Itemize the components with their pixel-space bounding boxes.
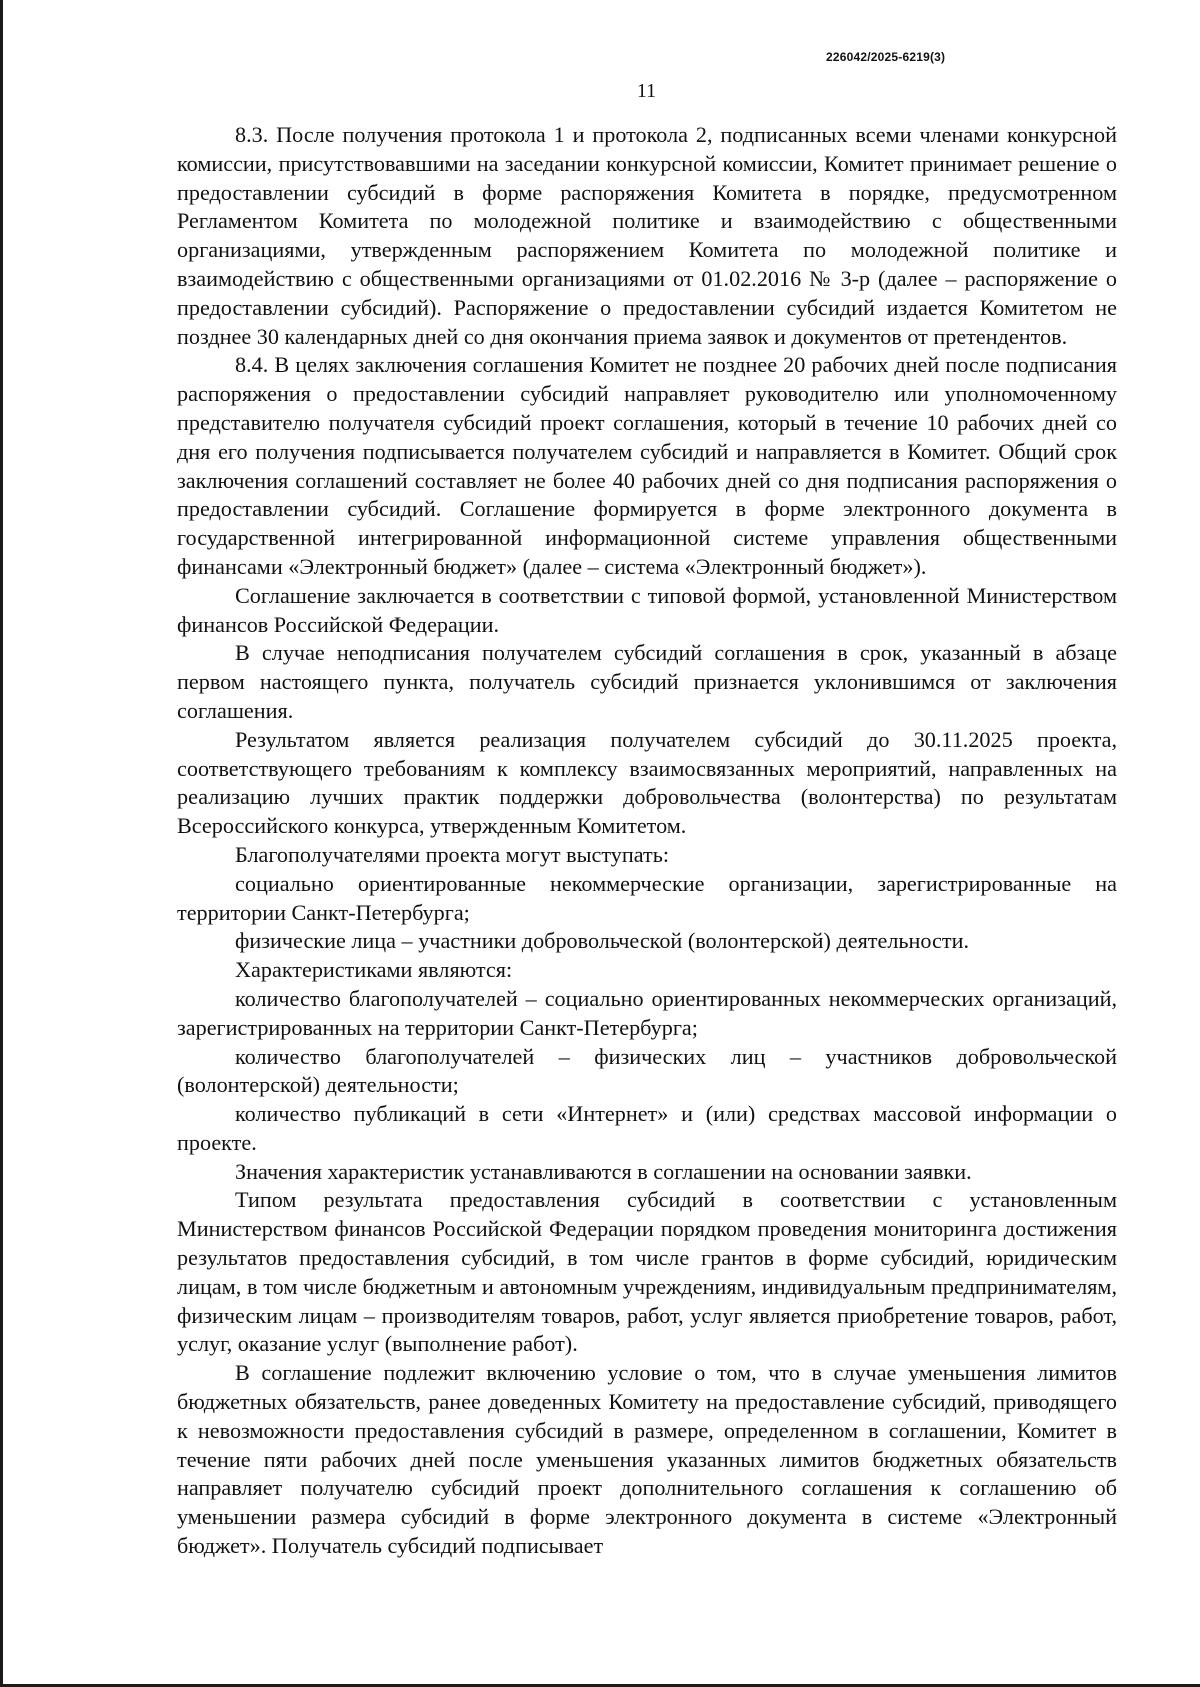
paragraph-8-3: 8.3. После получения протокола 1 и протокола 2, подписанных всеми членами конкурсной комиссии, присутствовавшими на заседании конкурсной комиссии, Комитет принимает решение о предоставлении субсидий в форме распоряжения Комитета в порядке, предусмотренном Регламентом Комитета по молодежной политике и взаимодействию с общественными организациями, утвержденным распоряжением Комитета по молодежной политике и взаимодействию с общественными организациями от 01.02.2016 № 3-р (далее – распоряжение о предоставлении субсидий). Распоряжение о предоставлении субсидий издается Комитетом не позднее 30 календарных дней со дня окончания приема заявок и документов от претендентов. <box>177 122 1117 349</box>
paragraph-beneficiary-nko: социально ориентированные некоммерческие организации, зарегистрированные на территории Санкт-Петербурга; <box>177 870 1117 925</box>
paragraph-beneficiary-individuals: физические лица – участники добровольческой (волонтерской) деятельности. <box>235 928 970 954</box>
page-number: 11 <box>636 80 657 102</box>
paragraph-agreement-form: Соглашение заключается в соответствии с типовой формой, установленной Министерством финансов Российской Федерации. <box>177 582 1117 637</box>
paragraph-characteristic-nko-count: количество благополучателей – социально ориентированных некоммерческих организаций, зарегистрированных на территории Санкт-Петербурга; <box>177 985 1117 1040</box>
paragraph-8-4: 8.4. В целях заключения соглашения Комитет не позднее 20 рабочих дней после подписания распоряжения о предоставлении субсидий направляет руководителю или уполномоченному представителю получателя субсидий проект соглашения, который в течение 10 рабочих дней со дня его получения подписывается получателем субсидий и направляется в Комитет. Общий срок заключения соглашений составляет не более 40 рабочих дней со дня подписания распоряжения о предоставлении субсидий. Соглашение формируется в форме электронного документа в государственной интегрированной информационной системе управления общественными финансами «Электронный бюджет» (далее – система «Электронный бюджет»). <box>177 352 1117 579</box>
paragraph-result: Результатом является реализация получателем субсидий до 30.11.2025 проекта, соответствующего требованиям к комплексу взаимосвязанных мероприятий, направленных на реализацию лучших практик поддержки добровольчества (волонтерства) по результатам Всероссийского конкурса, утвержденным Комитетом. <box>177 726 1117 839</box>
paragraph-result-type: Типом результата предоставления субсидий в соответствии с установленным Министерством финансов Российской Федерации порядком проведения мониторинга достижения результатов предоставления субсидий, в том числе грантов в форме субсидий, юридическим лицам, в том числе бюджетным и автономным учреждениям, индивидуальным предпринимателям, физическим лицам – производителям товаров, работ, услуг является приобретение товаров, работ, услуг, оказание услуг (выполнение работ). <box>177 1187 1117 1357</box>
paragraph-non-signing: В случае неподписания получателем субсидий соглашения в срок, указанный в абзаце первом настоящего пункта, получатель субсидий признается уклонившимся от заключения соглашения. <box>177 640 1117 723</box>
document-number: 226042/2025-6219(3) <box>826 50 946 64</box>
paragraph-limits-reduction: В соглашение подлежит включению условие о том, что в случае уменьшения лимитов бюджетных обязательств, ранее доведенных Комитету на предоставление субсидий, приводящего к невозможности предоставления субсидий в размере, определенном в соглашении, Комитет в течение пяти рабочих дней после уменьшения указанных лимитов бюджетных обязательств направляет получателю субсидий проект дополнительного соглашения к соглашению об уменьшении размера субсидий в форме электронного документа в системе «Электронный бюджет». Получатель субсидий подписывает <box>177 1360 1117 1559</box>
paragraph-characteristic-publications: количество публикаций в сети «Интернет» и (или) средствах массовой информации о проекте. <box>177 1101 1117 1155</box>
paragraph-characteristic-individuals-count: количество благополучателей – физических лиц – участников добровольческой (волонтерской) деятельности; <box>177 1043 1117 1098</box>
document-body <box>177 121 1117 1561</box>
paragraph-characteristics-intro: Характеристиками являются: <box>235 957 513 983</box>
paragraph-beneficiaries-intro: Благополучателями проекта могут выступать: <box>235 841 670 867</box>
paragraph-characteristic-values: Значения характеристик устанавливаются в соглашении на основании заявки. <box>235 1158 972 1184</box>
